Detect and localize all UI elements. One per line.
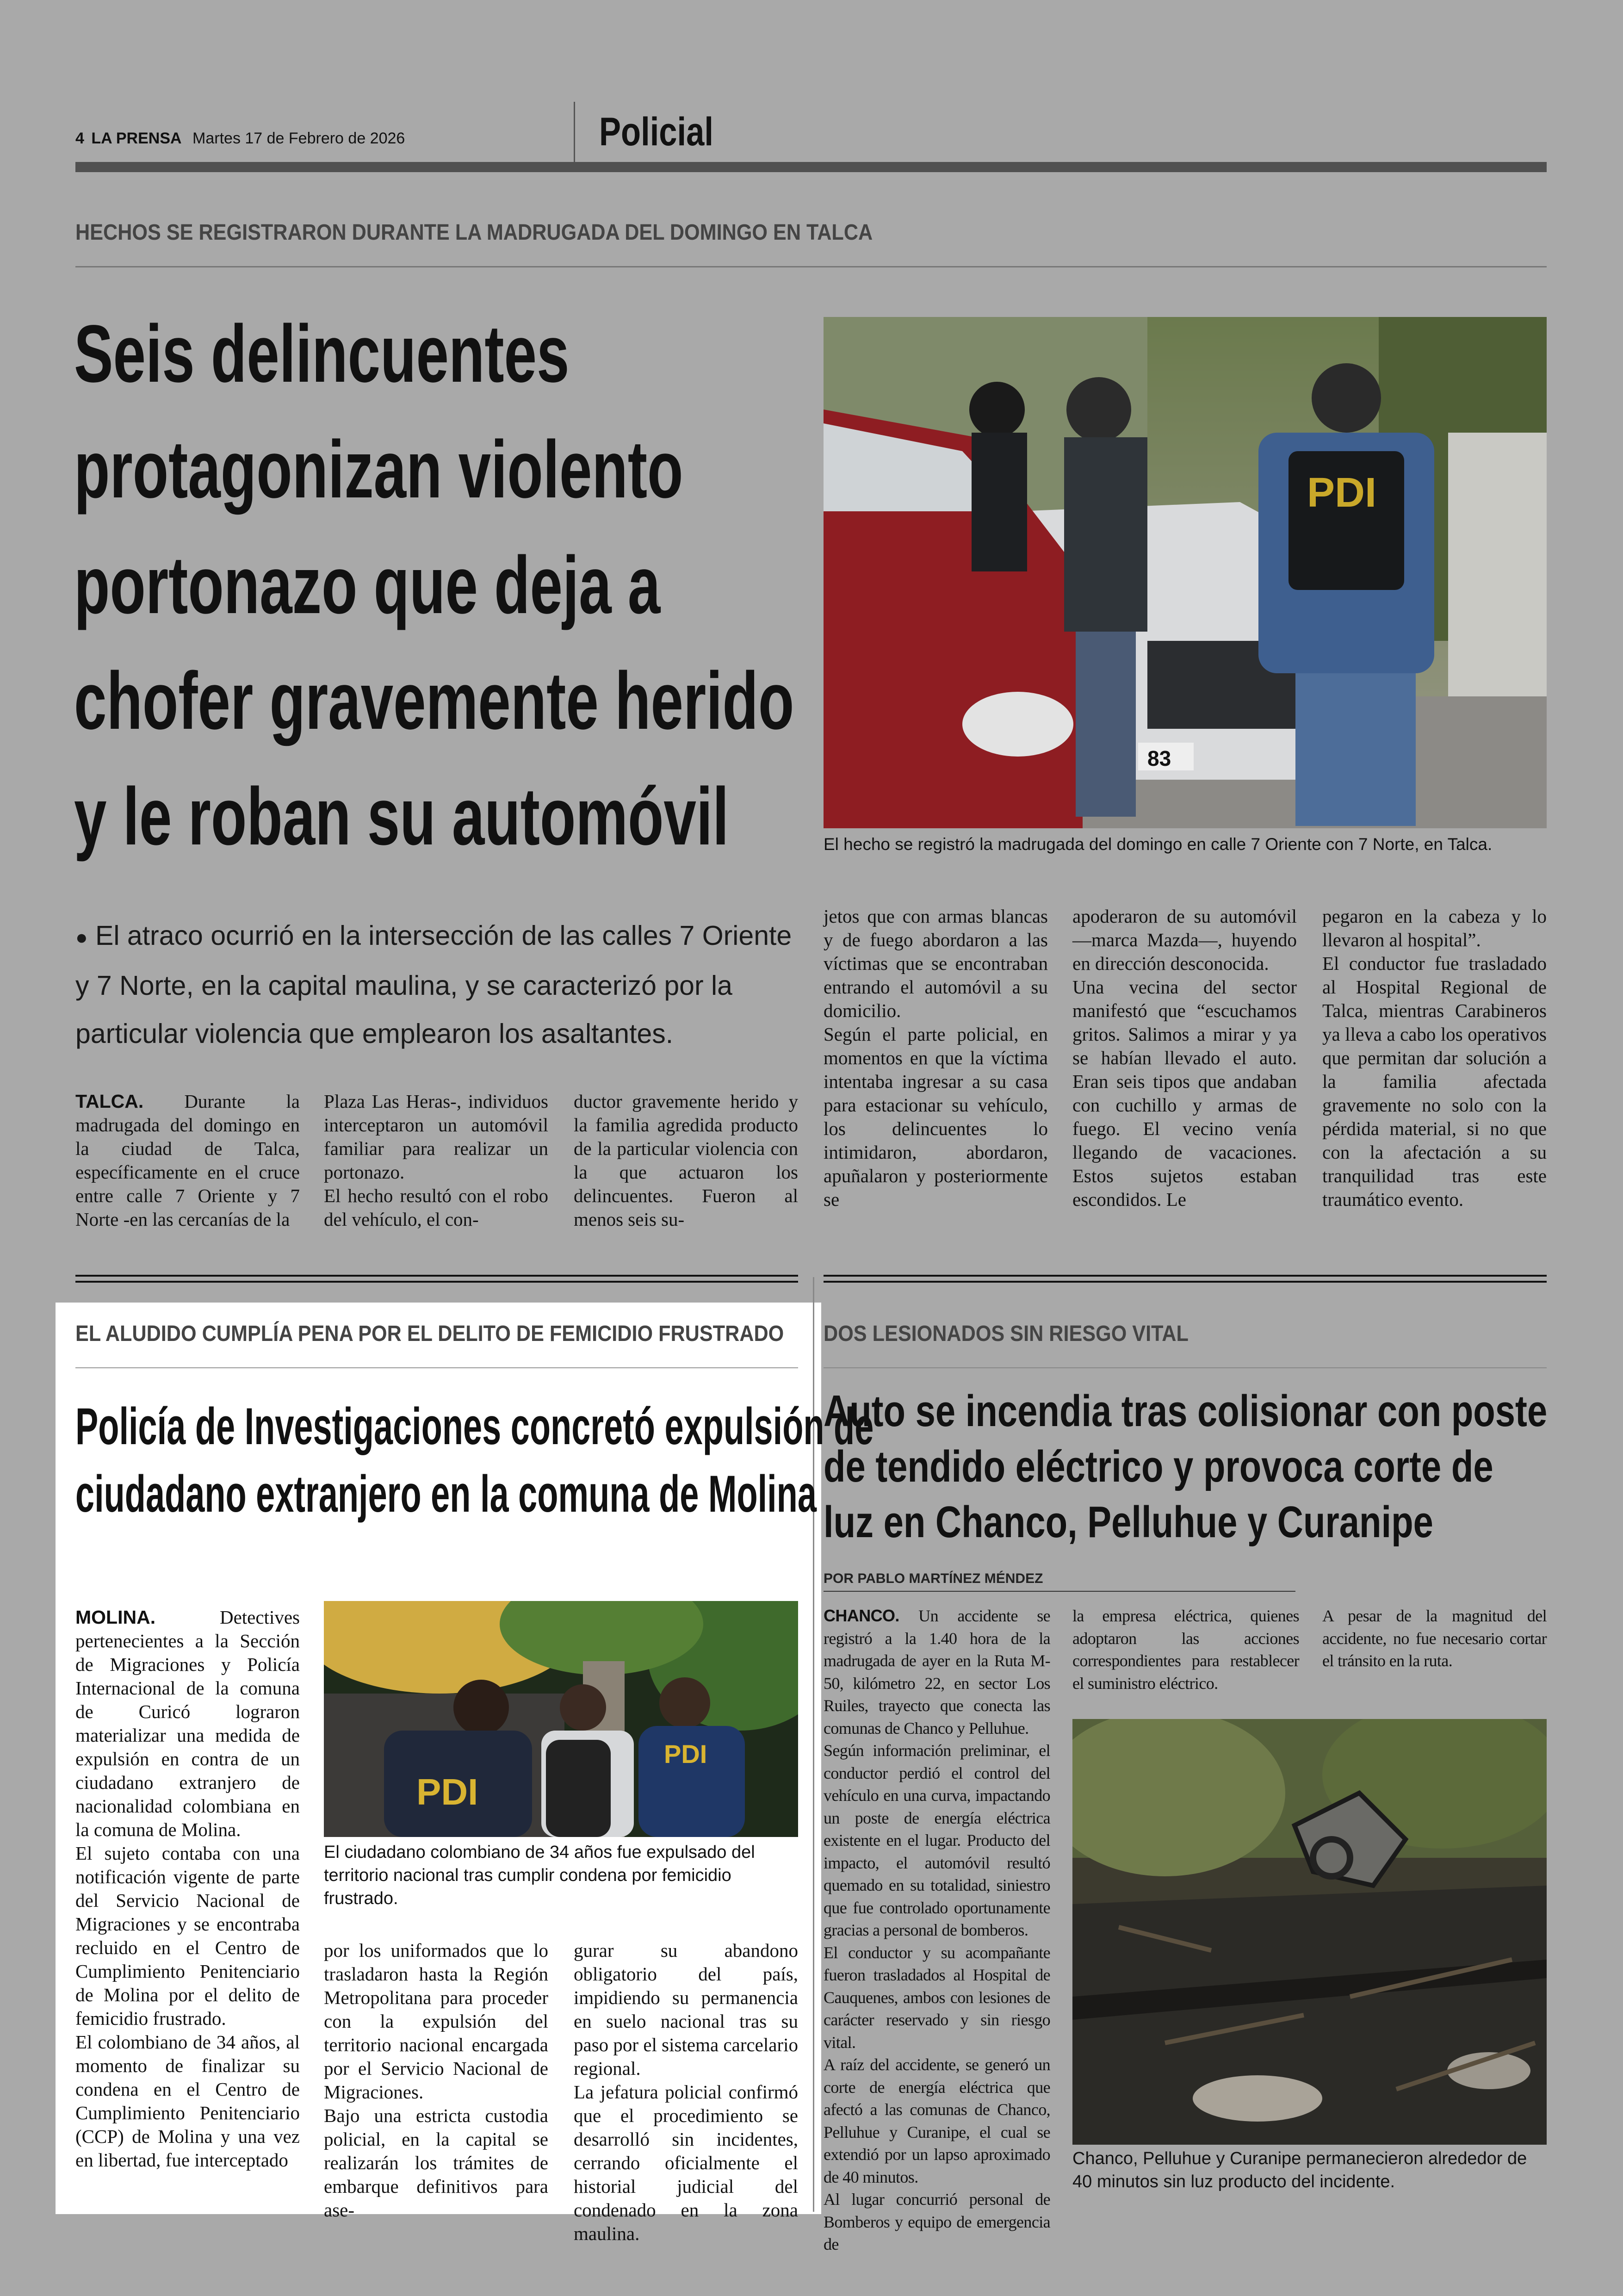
plate-number: 83 (1147, 746, 1171, 770)
body-text: Según el parte policial, en momentos en que la víctima intentaba ingresar a su casa para estacionar su vehículo, los delincuentes lo intimidaron, abordaron, apuñalaron y posteriormente se (824, 1024, 1048, 1210)
headline-line: ciudadano extranjero en la comuna de Molina (75, 1465, 817, 1523)
byline: POR PABLO MARTÍNEZ MÉNDEZ (824, 1571, 1043, 1586)
body-text: Bajo una estricta custodia policial, en la capital se realizarán los trámites de embarque definitivos para ase- (324, 2105, 548, 2221)
body-text: jetos que con armas blancas y de fuego abordaron a las víctimas que se encontraban entrando el automóvil a su domicilio. (824, 906, 1048, 1021)
body-text: Al lugar concurrió personal de Bomberos y equipo de emergencia de (824, 2190, 1050, 2253)
headline-line: Policía de Investigaciones concretó expulsión de (75, 1397, 874, 1455)
body-text: Plaza Las Heras-, individuos interceptaron un automóvil familiar para realizar un portonazo. (324, 1091, 548, 1183)
headline-line: protagonizan violento (74, 424, 683, 515)
bullet-icon: ● (75, 926, 88, 949)
body-text: A pesar de la magnitud del accidente, no fue necesario cortar el tránsito en la ruta. (1322, 1607, 1547, 1670)
header-divider (574, 102, 575, 162)
body-text: Una vecina del sector manifestó que “escuchamos gritos. Salimos a mirar y ya se habían llevado el auto. Eran seis tipos que andaban con cuchillo y armas de fuego. El vecino venía llegando de vacaciones. Estos sujetos estaban escondidos. Le (1072, 976, 1297, 1210)
dateline: MOLINA. (75, 1607, 156, 1628)
dateline: TALCA. (75, 1091, 144, 1112)
molina-col-2 (324, 1939, 548, 2222)
paper-name: LA PRENSA (91, 130, 182, 147)
molina-headline (75, 1393, 874, 1528)
body-text: Según información preliminar, el conductor perdió el control del vehículo en una curva, impactando un poste de energía eléctrica existente en el lugar. Producto del impacto, el automóvil resultó quemado en su totalidad, siniestro que fue controlado oportunamente gracias a personal de bomberos. (824, 1741, 1050, 1939)
main-headline (74, 296, 814, 875)
vest-label: PDI (416, 1771, 478, 1812)
body-text: apoderaron de su automóvil —marca Mazda—, huyendo en dirección desconocida. (1072, 906, 1297, 974)
body-text: El colombiano de 34 años, al momento de finalizar su condena en el Centro de Cumplimiento Penitenciario (CCP) de Molina y una vez en libertad, fue interceptado (75, 2031, 300, 2171)
chanco-col-2 (1072, 1605, 1299, 1694)
section-rule-right (824, 1275, 1547, 1277)
molina-col-3 (574, 1939, 798, 2246)
chanco-col-3 (1322, 1605, 1547, 1672)
body-text: El conductor y su acompañante fueron trasladados al Hospital de Cauquenes, ambos con lesiones de carácter reservado y sin riesgo vital. (824, 1943, 1050, 2052)
body-text: ductor gravemente herido y la familia agredida producto de la particular violencia con la que actuaron los delincuentes. Fueron al menos seis su- (574, 1091, 798, 1230)
headline-line: chofer gravemente herido (74, 656, 794, 746)
body-text: Un accidente se registró a la 1.40 hora de la madrugada de ayer en la Ruta M-50, kilómetro 22, en sector Los Ruiles, trayecto que conecta las comunas de Chanco y Pelluhue. (824, 1607, 1050, 1738)
vest-label: PDI (1307, 470, 1377, 516)
molina-kicker: EL ALUDIDO CUMPLÍA PENA POR EL DELITO DE FEMICIDIO FRUSTRADO (75, 1322, 784, 1346)
section-rule-left-2 (75, 1281, 798, 1283)
main-col-2 (324, 1090, 548, 1231)
body-text: El sujeto contaba con una notificación vigente de parte del Servicio Nacional de Migraciones y se encontraba recluido en el Centro de Cumplimiento Penitenciario de Molina por el delito de femicidio frustrado. (75, 1843, 300, 2029)
main-photo (824, 317, 1547, 828)
body-text: El hecho resultó con el robo del vehículo, el con- (324, 1185, 548, 1230)
main-kicker: HECHOS SE REGISTRARON DURANTE LA MADRUGADA DEL DOMINGO EN TALCA (75, 220, 873, 245)
body-text: Detectives pertenecientes a la Sección de Migraciones y Policía Internacional de la comuna de Curicó lograron materializar una medida de expulsión en contra de un ciudadano extranjero de nacionalidad colombiana en la comuna de Molina. (75, 1607, 300, 1840)
molina-kicker-rule (75, 1367, 798, 1368)
section-name: Policial (599, 110, 713, 154)
molina-col-1 (75, 1606, 300, 2172)
section-rule-left (75, 1275, 798, 1277)
chanco-kicker-rule (824, 1367, 1547, 1368)
bajada-text: El atraco ocurrió en la intersección de las calles 7 Oriente y 7 Norte, en la capital maulina, y se caracterizó por la particular violencia que emplearon los asaltantes. (75, 920, 792, 1049)
chanco-headline (824, 1384, 1564, 1550)
vest-label: PDI (664, 1739, 707, 1769)
body-text: El conductor fue trasladado al Hospital Regional de Talca, mientras Carabineros ya lleva a cabo los operativos que permitan dar solución a la familia afectada gravemente no solo con la pérdida material, si no que con la afectación a su tranquilidad tras este traumático evento. (1322, 953, 1547, 1210)
body-text: pegaron en la cabeza y lo llevaron al hospital”. (1322, 906, 1547, 950)
body-text: la empresa eléctrica, quienes adoptaron las acciones correspondientes para restablecer el suministro eléctrico. (1072, 1607, 1299, 1693)
page-header (75, 130, 405, 148)
headline-line: y le roban su automóvil (74, 771, 729, 862)
molina-photo (324, 1601, 798, 1837)
body-text: A raíz del accidente, se generó un corte de energía eléctrica que afectó a las comunas de Chanco, Pelluhue y Curanipe, el cual se extendió por un lapso aproximado de 40 minutos. (824, 2055, 1050, 2186)
kicker-rule (75, 266, 1547, 267)
issue-date: Martes 17 de Febrero de 2026 (192, 130, 405, 147)
main-col-6 (1322, 905, 1547, 1211)
body-text: La jefatura policial confirmó que el procedimiento se desarrolló sin incidentes, cerrando oficialmente el historial judicial del condenado en la zona maulina. (574, 2081, 798, 2244)
main-photo-caption: El hecho se registró la madrugada del domingo en calle 7 Oriente con 7 Norte, en Talca. (824, 835, 1493, 854)
headline-line: Auto se incendia tras colisionar con poste (824, 1386, 1548, 1436)
header-rule (75, 162, 1547, 172)
main-col-4 (824, 905, 1048, 1211)
dateline: CHANCO. (824, 1606, 899, 1625)
section-rule-right-2 (824, 1281, 1547, 1283)
main-col-5 (1072, 905, 1297, 1211)
chanco-photo-caption: Chanco, Pelluhue y Curanipe permanecieron alrededor de 40 minutos sin luz producto del incidente. (1072, 2149, 1527, 2191)
headline-line: de tendido eléctrico y provoca corte de (824, 1442, 1493, 1491)
chanco-col-1 (824, 1605, 1050, 2256)
main-col-3 (574, 1090, 798, 1231)
headline-line: portonazo que deja a (74, 540, 661, 631)
byline-rule (824, 1591, 1295, 1592)
page-number: 4 (75, 130, 84, 147)
body-text: por los uniformados que lo trasladaron hasta la Región Metropolitana para proceder con la expulsión del territorio nacional encargada por el Servicio Nacional de Migraciones. (324, 1940, 548, 2103)
body-text: Durante la madrugada del domingo en la ciudad de Talca, específicamente en el cruce entre calle 7 Oriente y 7 Norte -en las cercanías de la (75, 1091, 300, 1230)
chanco-photo (1072, 1719, 1547, 2145)
headline-line: luz en Chanco, Pelluhue y Curanipe (824, 1497, 1433, 1547)
main-col-1 (75, 1090, 300, 1231)
body-text: gurar su abandono obligatorio del país, impidiendo su permanencia en suelo nacional tras su paso por el sistema carcelario regional. (574, 1940, 798, 2079)
molina-photo-caption: El ciudadano colombiano de 34 años fue expulsado del territorio nacional tras cumplir condena por femicidio frustrado. (324, 1843, 755, 1908)
chanco-kicker: DOS LESIONADOS SIN RIESGO VITAL (824, 1322, 1189, 1346)
headline-line: Seis delincuentes (74, 309, 570, 399)
main-bajada (75, 912, 797, 1058)
